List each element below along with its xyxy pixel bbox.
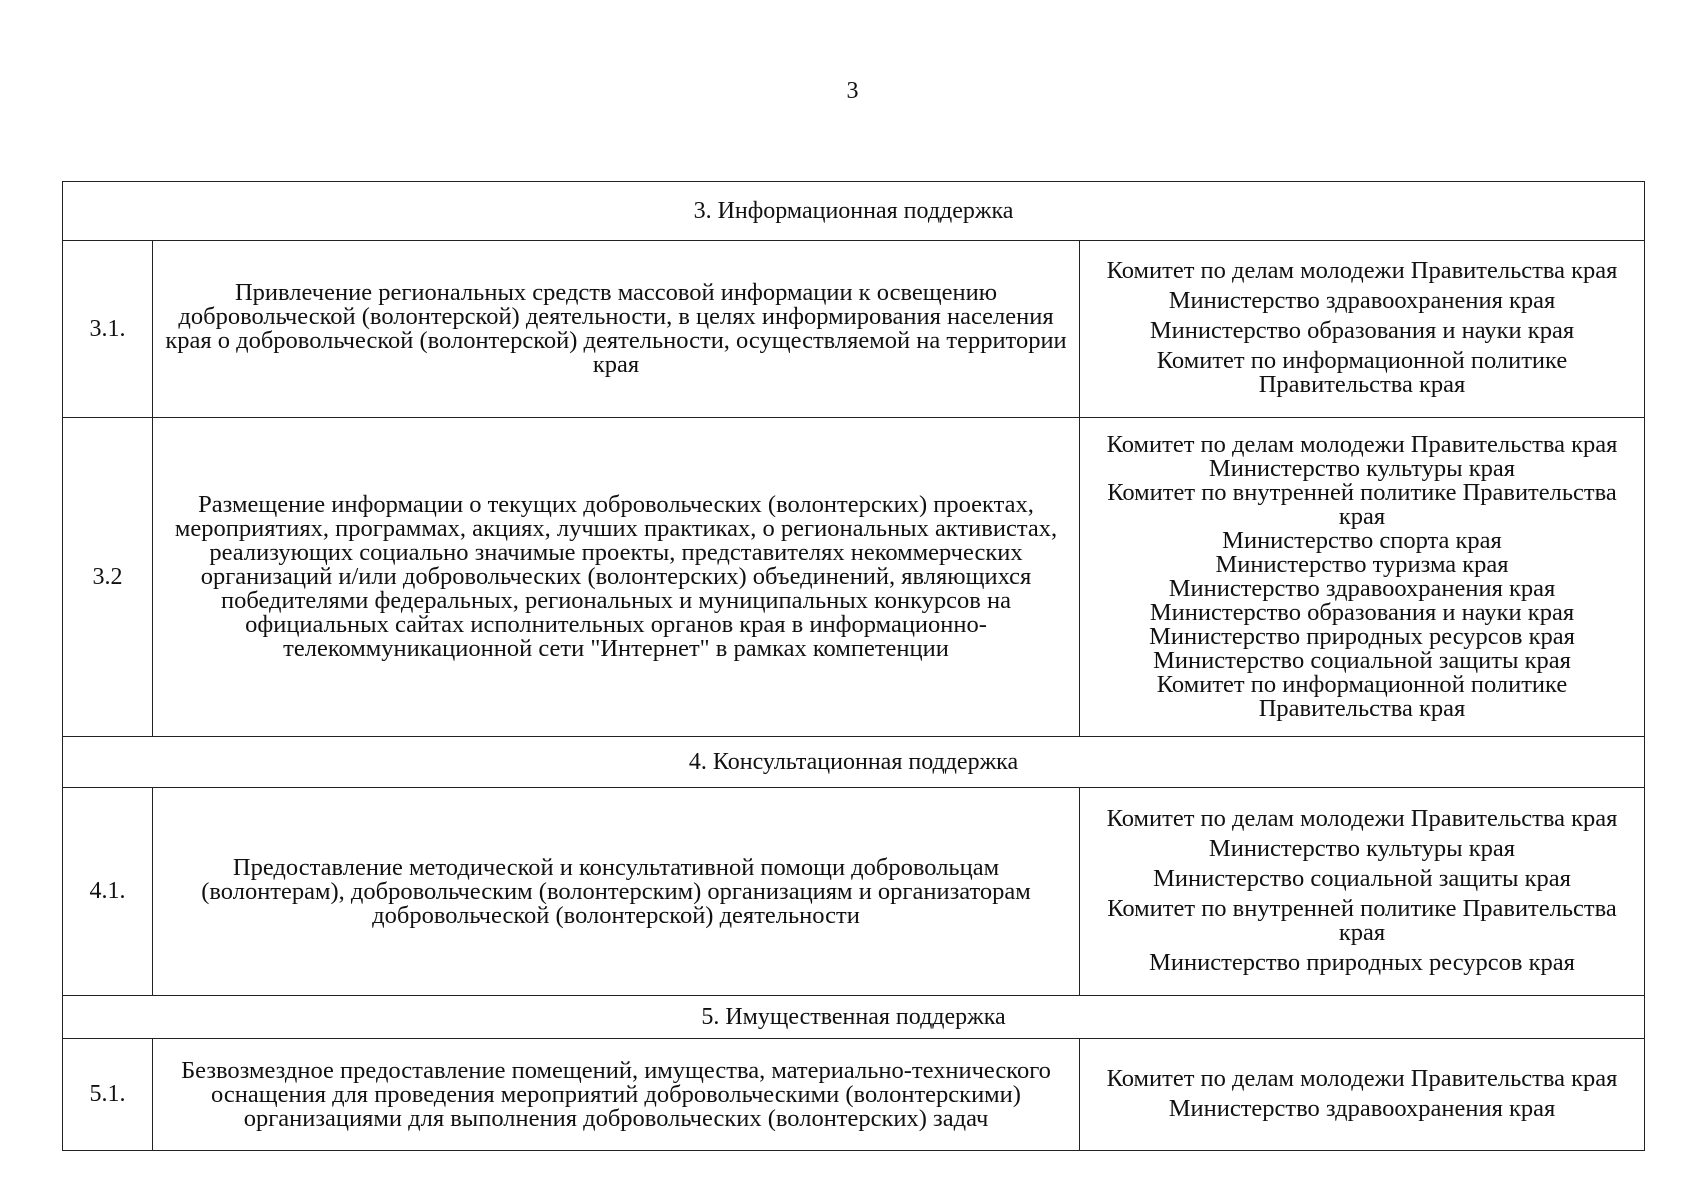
item-number: 3.2 [63, 418, 153, 737]
section-header-row [63, 182, 1645, 241]
responsible-entry: Комитет по делам молодежи Правительства края [1106, 804, 1618, 832]
table-row [63, 241, 1645, 418]
item-description: Предоставление методической и консультативной помощи добровольцам (волонтерам), добровольческим (волонтерским) организациям и организаторам добровольческой (волонтерской) деятельности [153, 788, 1080, 996]
table-row [63, 418, 1645, 737]
responsible-entry: Комитет по внутренней политике Правительства края [1107, 894, 1617, 946]
responsible-entry: Министерство здравоохранения края [1168, 1094, 1556, 1122]
item-number: 4.1. [63, 788, 153, 996]
responsible-entry: Комитет по информационной политике Правительства края [1156, 671, 1568, 722]
section-title: 5. Имущественная поддержка [63, 996, 1645, 1039]
responsible-entry: Министерство здравоохранения края [1168, 575, 1556, 602]
responsible-list [1080, 418, 1645, 737]
responsible-entry: Министерство образования и науки края [1149, 317, 1575, 344]
responsible-entry: Министерство туризма края [1215, 551, 1509, 578]
table-row [63, 788, 1645, 996]
responsible-entry: Министерство социальной защиты края [1153, 864, 1571, 892]
responsible-entry: Министерство здравоохранения края [1168, 287, 1556, 314]
responsible-list [1080, 1039, 1645, 1151]
responsible-entry: Министерство культуры края [1208, 834, 1516, 862]
item-description: Размещение информации о текущих добровольческих (волонтерских) проектах, мероприятиях, программах, акциях, лучших практиках, о региональных активистах, реализующих социально значимые проекты, представителях некоммерческих организаций и/или добровольческих (волонтерских) объединений, являющихся победителями федеральных, региональных и муниципальных конкурсов на официальных сайтах исполнительных органов края в информационно-телекоммуникационной сети "Интернет" в рамках компетенции [153, 418, 1080, 737]
responsible-entry: Министерство спорта края [1222, 527, 1502, 554]
table-row [63, 1039, 1645, 1151]
section-header-row [63, 737, 1645, 788]
support-measures-table [62, 181, 1645, 1151]
responsible-entry: Комитет по внутренней политике Правительства края [1107, 479, 1617, 530]
responsible-entry: Министерство социальной защиты края [1153, 647, 1571, 674]
section-header-row [63, 996, 1645, 1039]
responsible-list [1080, 241, 1645, 418]
responsible-entry: Министерство образования и науки края [1149, 599, 1575, 626]
item-number: 3.1. [63, 241, 153, 418]
responsible-list [1080, 788, 1645, 996]
responsible-entry: Комитет по информационной политике Правительства края [1156, 347, 1568, 398]
responsible-entry: Комитет по делам молодежи Правительства края [1106, 1064, 1618, 1092]
responsible-entry: Министерство природных ресурсов края [1149, 948, 1575, 976]
responsible-entry: Министерство культуры края [1208, 455, 1516, 482]
section-title: 4. Консультационная поддержка [63, 737, 1645, 788]
item-number: 5.1. [63, 1039, 153, 1151]
responsible-entry: Комитет по делам молодежи Правительства края [1106, 431, 1618, 458]
responsible-entry: Комитет по делам молодежи Правительства края [1106, 257, 1618, 284]
responsible-entry: Министерство природных ресурсов края [1149, 623, 1575, 650]
item-description: Безвозмездное предоставление помещений, имущества, материально-технического оснащения для проведения мероприятий добровольческими (волонтерскими) организациями для выполнения добровольческих (волонтерских) задач [153, 1039, 1080, 1151]
section-title: 3. Информационная поддержка [63, 182, 1645, 241]
item-description: Привлечение региональных средств массовой информации к освещению добровольческой (волонтерской) деятельности, в целях информирования населения края о добровольческой (волонтерской) деятельности, осуществляемой на территории края [153, 241, 1080, 418]
page-number: 3 [846, 78, 859, 104]
